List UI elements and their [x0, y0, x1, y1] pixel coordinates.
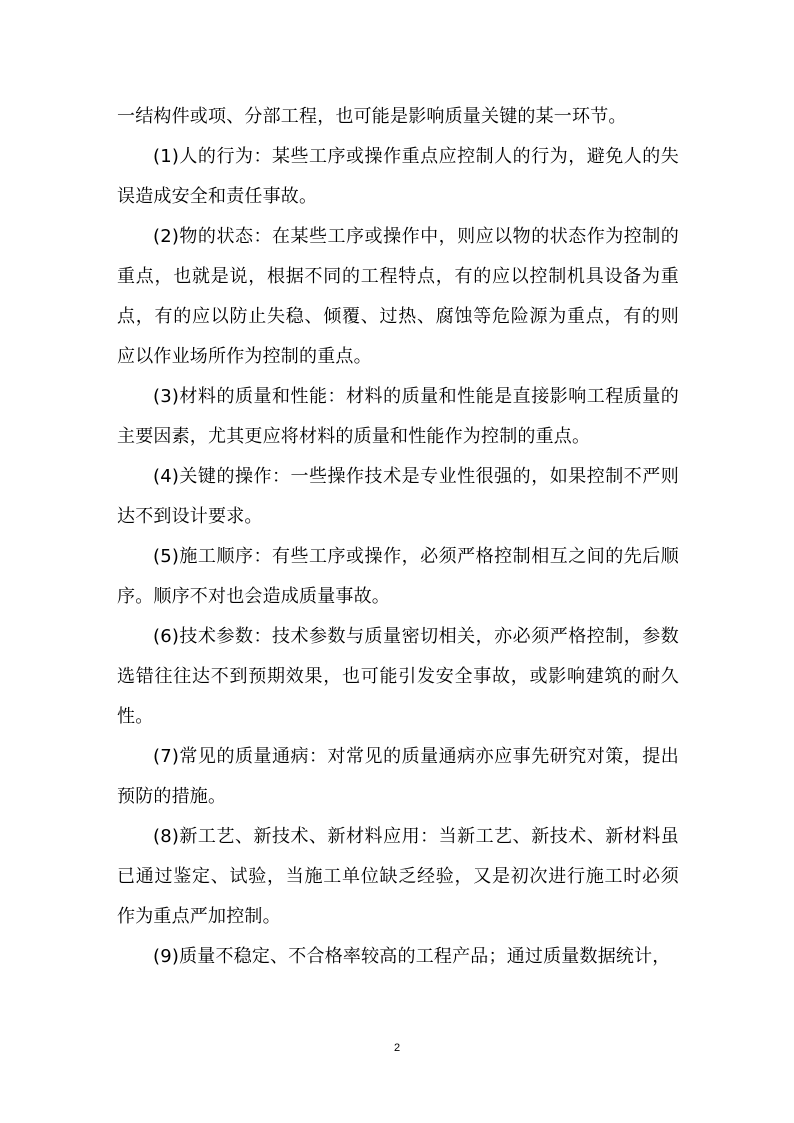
- paragraph-item-5: (5)施工顺序：有些工序或操作，必须严格控制相互之间的先后顺序。顺序不对也会造成质量事故。: [117, 546, 679, 607]
- paragraph-item-7: (7)常见的质量通病：对常见的质量通病亦应事先研究对策，提出预防的措施。: [117, 746, 679, 807]
- paragraph-item-8: (8)新工艺、新技术、新材料应用：当新工艺、新技术、新材料虽已通过鉴定、试验，当施工单位缺乏经验，又是初次进行施工时必须作为重点严加控制。: [117, 826, 679, 927]
- body-text: [117, 97, 679, 977]
- paragraph-item-4: (4)关键的操作：一些操作技术是专业性很强的，如果控制不严则达不到设计要求。: [117, 466, 679, 527]
- page-number: 2: [393, 1042, 401, 1054]
- paragraph-item-2: (2)物的状态：在某些工序或操作中，则应以物的状态作为控制的重点，也就是说，根据不同的工程特点，有的应以控制机具设备为重点，有的应以防止失稳、倾覆、过热、腐蚀等危险源为重点，有的则应以作业场所作为控制的重点。: [117, 226, 679, 367]
- paragraph-item-3: (3)材料的质量和性能：材料的质量和性能是直接影响工程质量的主要因素，尤其更应将材料的质量和性能作为控制的重点。: [117, 386, 679, 447]
- paragraph-item-6: (6)技术参数：技术参数与质量密切相关，亦必须严格控制，参数选错往往达不到预期效果，也可能引发安全事故，或影响建筑的耐久性。: [117, 626, 679, 727]
- paragraph-item-9: (9)质量不稳定、不合格率较高的工程产品；通过质量数据统计，: [153, 946, 671, 967]
- paragraph-item-1: (1)人的行为：某些工序或操作重点应控制人的行为，避免人的失误造成安全和责任事故。: [117, 146, 679, 207]
- paragraph-continuation: 一结构件或项、分部工程，也可能是影响质量关键的某一环节。: [117, 106, 627, 127]
